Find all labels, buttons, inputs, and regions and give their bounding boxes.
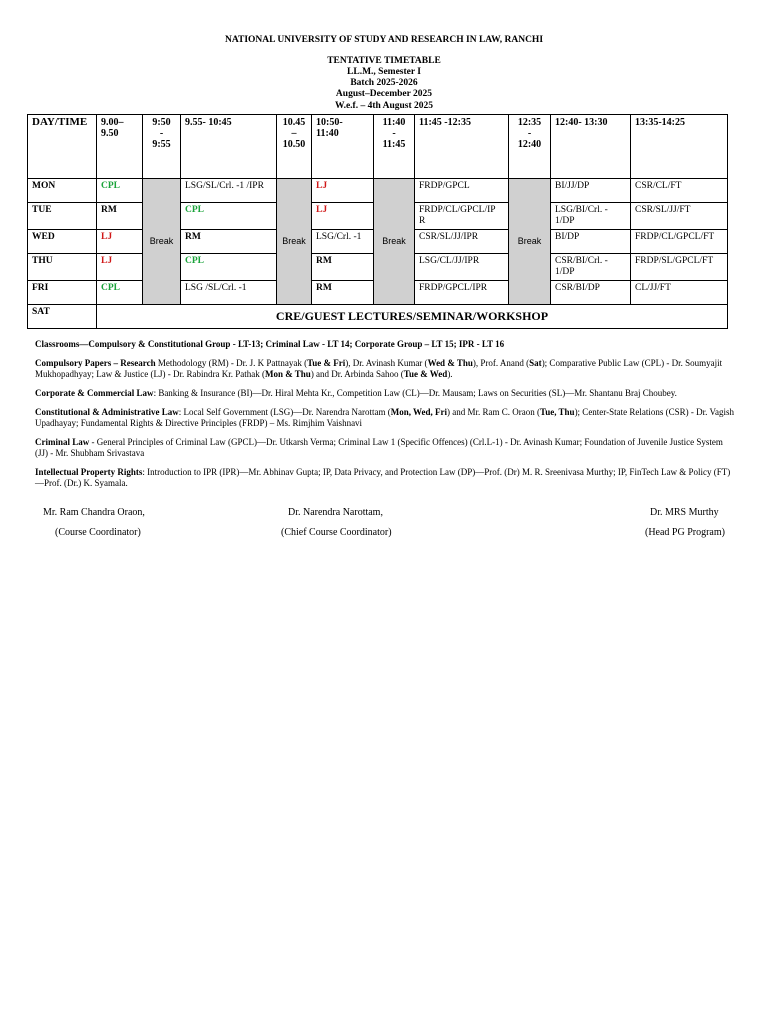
class-cell: CPL bbox=[97, 179, 143, 203]
class-cell: LSG /SL/Crl. -1 bbox=[181, 281, 277, 305]
slot-header: 10:50- 11:40 bbox=[312, 115, 374, 179]
signature-head-pg-name: Dr. MRS Murthy bbox=[650, 507, 719, 518]
break-cell: Break bbox=[374, 179, 415, 305]
signature-chief-coordinator-role: (Chief Course Coordinator) bbox=[281, 527, 392, 538]
classrooms-note: Classrooms—Compulsory & Constitutional Group - LT-13; Criminal Law - LT 14; Corporate Group – LT 15; IPR - LT 16 bbox=[35, 339, 505, 349]
document-title: TENTATIVE TIMETABLE bbox=[327, 56, 441, 66]
corner-cell: DAY/TIME bbox=[28, 115, 97, 179]
break-slot-header: 9:50 - 9:55 bbox=[143, 115, 181, 179]
signature-course-coordinator-role: (Course Coordinator) bbox=[55, 527, 141, 538]
day-cell: THU bbox=[28, 254, 97, 281]
class-cell: FRDP/CL/GPCL/FT bbox=[631, 230, 728, 254]
university-name: NATIONAL UNIVERSITY OF STUDY AND RESEARCH IN LAW, RANCHI bbox=[224, 35, 544, 45]
class-cell: CPL bbox=[181, 254, 277, 281]
class-cell: CSR/BI/Crl. - 1/DP bbox=[551, 254, 631, 281]
slot-header: 12:40- 13:30 bbox=[551, 115, 631, 179]
signature-course-coordinator-name: Mr. Ram Chandra Oraon, bbox=[43, 507, 145, 518]
class-cell: CL/JJ/FT bbox=[631, 281, 728, 305]
signature-head-pg-role: (Head PG Program) bbox=[645, 527, 725, 538]
constitutional-law-note: Constitutional & Administrative Law: Local Self Government (LSG)—Dr. Narendra Narottam (Mon, Wed, Fri) and Mr. Ram C. Oraon (Tue, Thu); Center-State Relations (CSR) - Dr. Vagish Upadhayay; Fundamental Rights & Directive Principles (FRDP) – Ms. Rimjhim Vaishnavi bbox=[35, 407, 734, 428]
signature-chief-coordinator-name: Dr. Narendra Narottam, bbox=[288, 507, 383, 518]
corporate-law-note: Corporate & Commercial Law: Banking & Insurance (BI)—Dr. Hiral Mehta Kr., Competition Law (CL)—Dr. Mausam; Laws on Securities (SL)—Mr. Shantanu Braj Choubey. bbox=[35, 388, 677, 398]
break-cell: Break bbox=[143, 179, 181, 305]
class-cell: LSG/Crl. -1 bbox=[312, 230, 374, 254]
class-cell: LJ bbox=[312, 203, 374, 230]
notes-section bbox=[35, 339, 735, 497]
day-cell: MON bbox=[28, 179, 97, 203]
class-cell: FRDP/GPCL/IPR bbox=[415, 281, 509, 305]
break-slot-header: 10.45 – 10.50 bbox=[277, 115, 312, 179]
program-label: LL.M., Semester I bbox=[347, 67, 421, 77]
day-cell: FRI bbox=[28, 281, 97, 305]
break-slot-header: 11:40 - 11:45 bbox=[374, 115, 415, 179]
class-cell: CSR/SL/JJ/FT bbox=[631, 203, 728, 230]
break-cell: Break bbox=[509, 179, 551, 305]
criminal-law-note: Criminal Law - General Principles of Criminal Law (GPCL)—Dr. Utkarsh Verma; Criminal Law 1 (Specific Offences) (Crl.L-1) - Dr. Avinash Kumar; Foundation of Juvenile Justice System (JJ) - Mr. Shubham Srivastava bbox=[35, 437, 723, 458]
class-cell: CPL bbox=[97, 281, 143, 305]
class-cell: FRDP/GPCL bbox=[415, 179, 509, 203]
class-cell: BI/DP bbox=[551, 230, 631, 254]
term-label: August–December 2025 bbox=[335, 89, 433, 99]
class-cell: LSG/SL/Crl. -1 /IPR bbox=[181, 179, 277, 203]
class-cell: CSR/SL/JJ/IPR bbox=[415, 230, 509, 254]
break-cell: Break bbox=[277, 179, 312, 305]
day-cell: TUE bbox=[28, 203, 97, 230]
class-cell: RM bbox=[312, 281, 374, 305]
class-cell: LSG/CL/JJ/IPR bbox=[415, 254, 509, 281]
slot-header: 9.55- 10:45 bbox=[181, 115, 277, 179]
slot-header: 13:35-14:25 bbox=[631, 115, 728, 179]
day-cell: SAT bbox=[28, 305, 97, 329]
slot-header: 9.00– 9.50 bbox=[97, 115, 143, 179]
class-cell: FRDP/CL/GPCL/IP R bbox=[415, 203, 509, 230]
timetable-header-row bbox=[28, 115, 728, 179]
ipr-note: Intellectual Property Rights: Introduction to IPR (IPR)—Mr. Abhinav Gupta; IP, Data Privacy, and Protection Law (DP)—Prof. (Dr) M. R. Sreenivasa Murthy; IP, FinTech Law & Policy (FT)—Prof. (Dr.) K. Syamala. bbox=[35, 467, 731, 488]
batch-label: Batch 2025-2026 bbox=[350, 78, 418, 88]
class-cell: CSR/CL/FT bbox=[631, 179, 728, 203]
slot-header: 11:45 -12:35 bbox=[415, 115, 509, 179]
table-row-sat bbox=[28, 305, 728, 329]
class-cell: LJ bbox=[97, 254, 143, 281]
class-cell: BI/JJ/DP bbox=[551, 179, 631, 203]
class-cell: LJ bbox=[312, 179, 374, 203]
class-cell: RM bbox=[312, 254, 374, 281]
class-cell: LJ bbox=[97, 230, 143, 254]
class-cell: RM bbox=[181, 230, 277, 254]
class-cell: FRDP/SL/GPCL/FT bbox=[631, 254, 728, 281]
class-cell: CSR/BI/DP bbox=[551, 281, 631, 305]
saturday-activities: CRE/GUEST LECTURES/SEMINAR/WORKSHOP bbox=[97, 305, 728, 329]
compulsory-papers-note: Compulsory Papers – Research Methodology (RM) - Dr. J. K Pattnayak (Tue & Fri), Dr. Avinash Kumar (Wed & Thu), Prof. Anand (Sat); Comparative Public Law (CPL) - Dr. Soumyajit Mukhopadhyay; Law & Justice (LJ) - Dr. Rabindra Kr. Pathak (Mon & Thu) and Dr. Arbinda Sahoo (Tue & Wed). bbox=[35, 358, 723, 379]
break-slot-header: 12:35 - 12:40 bbox=[509, 115, 551, 179]
class-cell: CPL bbox=[181, 203, 277, 230]
class-cell: LSG/BI/Crl. - 1/DP bbox=[551, 203, 631, 230]
wef-label: W.e.f. – 4th August 2025 bbox=[334, 101, 434, 111]
day-cell: WED bbox=[28, 230, 97, 254]
timetable bbox=[27, 114, 728, 329]
class-cell: RM bbox=[97, 203, 143, 230]
table-row bbox=[28, 179, 728, 203]
